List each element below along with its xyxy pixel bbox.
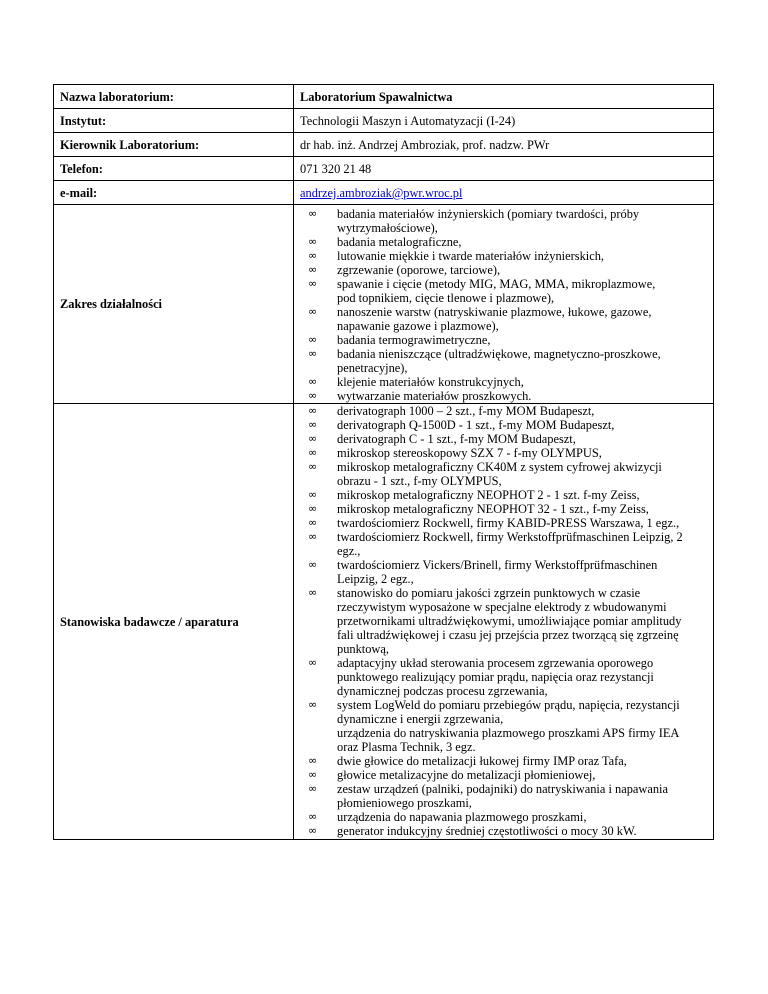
equipment-item-line: urządzenia do napawania plazmowego proszkami, [337, 810, 587, 824]
bullet-icon: ∞ [308, 277, 318, 290]
equipment-item-line: stanowisko do pomiaru jakości zgrzein punktowych w czasie [337, 586, 641, 600]
equipment-item [300, 418, 707, 432]
scope-item-line: badania termograwimetryczne, [337, 333, 491, 347]
bullet-icon: ∞ [308, 460, 318, 473]
equipment-item-line: system LogWeld do pomiaru przebiegów prądu, napięcia, rezystancji [337, 698, 680, 712]
equipment-item-line: derivatograph 1000 – 2 szt., f-my MOM Budapeszt, [337, 404, 595, 418]
scope-list [300, 207, 707, 403]
bullet-icon: ∞ [308, 418, 318, 431]
bullet-icon: ∞ [308, 656, 318, 669]
scope-item-line: badania materiałów inżynierskich (pomiary twardości, próby [337, 207, 640, 221]
bullet-icon: ∞ [308, 432, 318, 445]
equipment-item-line: generator indukcyjny średniej częstotliwości o mocy 30 kW. [337, 824, 637, 838]
bullet-icon: ∞ [308, 305, 318, 318]
equipment-item-line: urządzenia do natryskiwania plazmowego proszkami APS firmy IEA [337, 726, 680, 740]
equipment-item [300, 810, 707, 824]
bullet-icon: ∞ [308, 446, 318, 459]
row-lab-name [54, 85, 714, 109]
bullet-icon: ∞ [308, 488, 318, 501]
row-email [54, 181, 714, 205]
scope-item [300, 305, 707, 333]
equipment-item [300, 446, 707, 460]
scope-item [300, 207, 707, 235]
equipment-list [300, 404, 707, 838]
equipment-item [300, 432, 707, 446]
value-lab-name: Laboratorium Spawalnictwa [294, 85, 714, 109]
scope-item [300, 277, 707, 305]
equipment-item-line: punktowego realizujący pomiar prądu, napięcia oraz rezystancji [337, 670, 654, 684]
value-scope [294, 205, 714, 404]
scope-item-line: spawanie i cięcie (metody MIG, MAG, MMA, mikroplazmowe, [337, 277, 656, 291]
label-scope: Zakres działalności [54, 205, 294, 404]
row-phone [54, 157, 714, 181]
equipment-item [300, 824, 707, 838]
bullet-icon: ∞ [308, 782, 318, 795]
equipment-item-line: punktową, [337, 642, 389, 656]
row-institute [54, 109, 714, 133]
value-head: dr hab. inż. Andrzej Ambroziak, prof. nadzw. PWr [294, 133, 714, 157]
scope-item-line: klejenie materiałów konstrukcyjnych, [337, 375, 524, 389]
equipment-item-line: dwie głowice do metalizacji łukowej firmy IMP oraz Tafa, [337, 754, 627, 768]
equipment-item-line: fali ultradźwiękowej i czasu jej przejścia przez tworzącą się zgrzeinę [337, 628, 679, 642]
bullet-icon: ∞ [308, 347, 318, 360]
equipment-item-line: adaptacyjny układ sterowania procesem zgrzewania oporowego [337, 656, 654, 670]
equipment-item-line: zestaw urządzeń (palniki, podajniki) do natryskiwania i napawania [337, 782, 668, 796]
equipment-item-line: twardościomierz Rockwell, firmy KABID-PRESS Warszawa, 1 egz., [337, 516, 680, 530]
equipment-item [300, 698, 707, 754]
equipment-item [300, 404, 707, 418]
equipment-item-line: derivatograph C - 1 szt., f-my MOM Budapeszt, [337, 432, 576, 446]
scope-item [300, 235, 707, 249]
equipment-item-line: dynamiczne i energii zgrzewania, [337, 712, 504, 726]
scope-item-line: penetracyjne), [337, 361, 408, 375]
row-head [54, 133, 714, 157]
equipment-item [300, 558, 707, 586]
equipment-item-line: twardościomierz Vickers/Brinell, firmy Werkstoffprüfmaschinen [337, 558, 658, 572]
equipment-item-line: rzeczywistym wyposażone w specjalne elektrody z wbudowanymi [337, 600, 667, 614]
bullet-icon: ∞ [308, 263, 318, 276]
equipment-item [300, 586, 707, 656]
row-scope [54, 205, 714, 404]
equipment-item-line: dynamicznej podczas procesu zgrzewania, [337, 684, 548, 698]
label-email: e-mail: [54, 181, 294, 205]
value-phone: 071 320 21 48 [294, 157, 714, 181]
bullet-icon: ∞ [308, 824, 318, 837]
bullet-icon: ∞ [308, 333, 318, 346]
scope-item-line: nanoszenie warstw (natryskiwanie plazmowe, łukowe, gazowe, [337, 305, 652, 319]
equipment-item [300, 460, 707, 488]
scope-item [300, 249, 707, 263]
equipment-item [300, 754, 707, 768]
label-institute: Instytut: [54, 109, 294, 133]
equipment-item-line: przetwornikami ultradźwiękowymi, umożliwiające pomiar amplitudy [337, 614, 682, 628]
bullet-icon: ∞ [308, 207, 318, 220]
bullet-icon: ∞ [308, 586, 318, 599]
scope-item-line: lutowanie miękkie i twarde materiałów inżynierskich, [337, 249, 604, 263]
equipment-item-line: mikroskop stereoskopowy SZX 7 - f-my OLYMPUS, [337, 446, 602, 460]
bullet-icon: ∞ [308, 249, 318, 262]
equipment-item [300, 488, 707, 502]
label-lab-name: Nazwa laboratorium: [54, 85, 294, 109]
laboratory-info-table [53, 84, 714, 840]
equipment-item-line: obrazu - 1 szt., f-my OLYMPUS, [337, 474, 502, 488]
label-head: Kierownik Laboratorium: [54, 133, 294, 157]
equipment-item [300, 768, 707, 782]
scope-item [300, 263, 707, 277]
equipment-item-line: derivatograph Q-1500D - 1 szt., f-my MOM Budapeszt, [337, 418, 615, 432]
scope-item-line: wytwarzanie materiałów proszkowych. [337, 389, 532, 403]
equipment-item-line: twardościomierz Rockwell, firmy Werkstoffprüfmaschinen Leipzig, 2 [337, 530, 683, 544]
bullet-icon: ∞ [308, 375, 318, 388]
equipment-item-line: mikroskop metalograficzny NEOPHOT 32 - 1 szt., f-my Zeiss, [337, 502, 649, 516]
scope-item-line: wytrzymałościowe), [337, 221, 438, 235]
equipment-item [300, 782, 707, 810]
equipment-item-line: oraz Plasma Technik, 3 egz. [337, 740, 476, 754]
bullet-icon: ∞ [308, 404, 318, 417]
equipment-item [300, 530, 707, 558]
equipment-item [300, 516, 707, 530]
bullet-icon: ∞ [308, 754, 318, 767]
scope-item-line: badania nieniszczące (ultradźwiękowe, magnetyczno-proszkowe, [337, 347, 661, 361]
bullet-icon: ∞ [308, 768, 318, 781]
scope-item-line: zgrzewanie (oporowe, tarciowe), [337, 263, 501, 277]
value-institute: Technologii Maszyn i Automatyzacji (I-24) [294, 109, 714, 133]
label-phone: Telefon: [54, 157, 294, 181]
equipment-item-line: Leipzig, 2 egz., [337, 572, 414, 586]
bullet-icon: ∞ [308, 516, 318, 529]
scope-item [300, 375, 707, 389]
scope-item-line: pod topnikiem, cięcie tlenowe i plazmowe), [337, 291, 555, 305]
bullet-icon: ∞ [308, 810, 318, 823]
equipment-item [300, 656, 707, 698]
equipment-item-line: płomieniowego proszkami, [337, 796, 472, 810]
equipment-item-line: mikroskop metalograficzny NEOPHOT 2 - 1 szt. f-my Zeiss, [337, 488, 640, 502]
scope-item [300, 389, 707, 403]
equipment-item-line: głowice metalizacyjne do metalizacji płomieniowej, [337, 768, 596, 782]
equipment-item-line: mikroskop metalograficzny CK40M z system cyfrowej akwizycji [337, 460, 662, 474]
label-equipment: Stanowiska badawcze / aparatura [54, 404, 294, 840]
bullet-icon: ∞ [308, 558, 318, 571]
bullet-icon: ∞ [308, 235, 318, 248]
equipment-item-line: egz., [337, 544, 361, 558]
bullet-icon: ∞ [308, 502, 318, 515]
equipment-item [300, 502, 707, 516]
scope-item-line: napawanie gazowe i plazmowe), [337, 319, 499, 333]
value-email-cell [294, 181, 714, 205]
bullet-icon: ∞ [308, 389, 318, 402]
value-equipment [294, 404, 714, 840]
scope-item-line: badania metalograficzne, [337, 235, 462, 249]
bullet-icon: ∞ [308, 530, 318, 543]
scope-item [300, 333, 707, 347]
row-equipment [54, 404, 714, 840]
scope-item [300, 347, 707, 375]
email-link[interactable]: andrzej.ambroziak@pwr.wroc.pl [300, 186, 463, 200]
bullet-icon: ∞ [308, 698, 318, 711]
